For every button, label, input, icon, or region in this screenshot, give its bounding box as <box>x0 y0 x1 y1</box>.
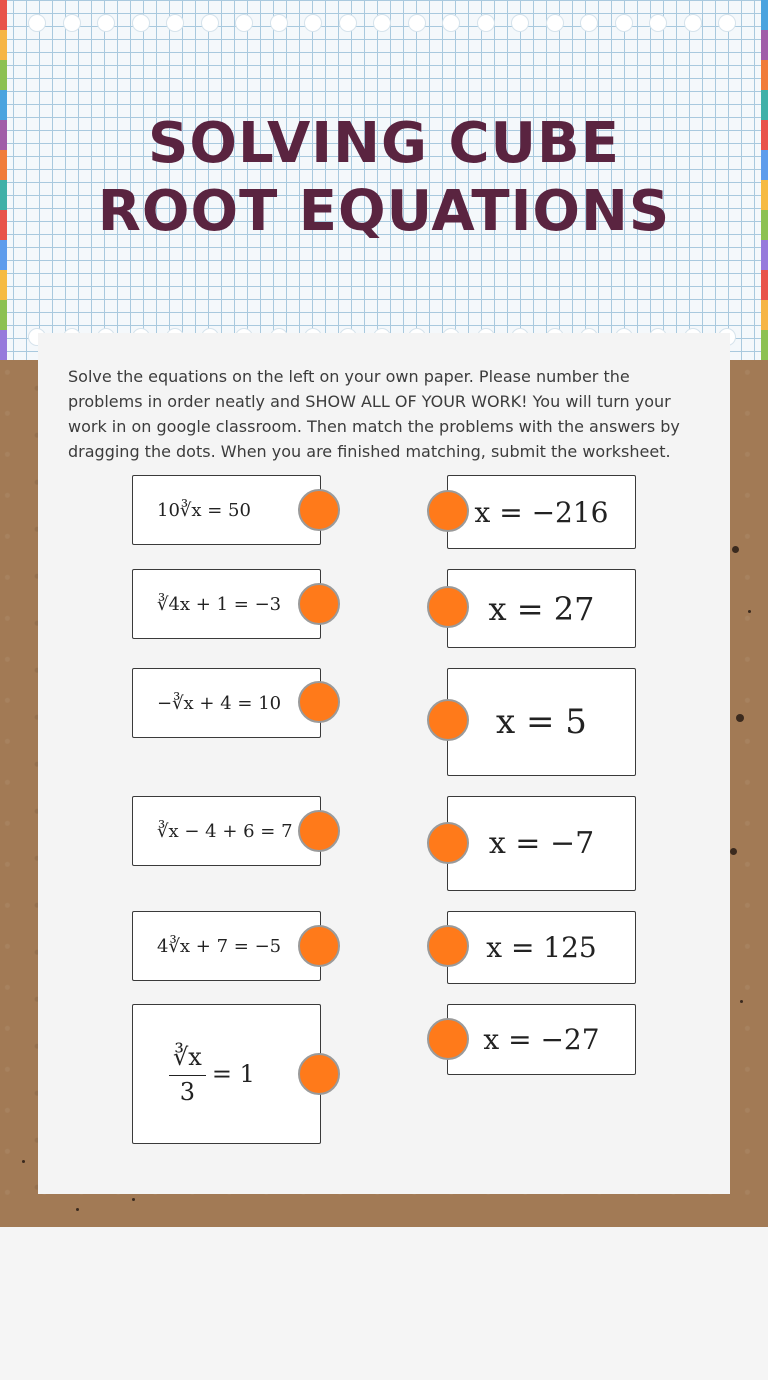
notebook-hole <box>408 14 426 32</box>
question-drag-dot-5[interactable] <box>298 925 340 967</box>
instructions-text: Solve the equations on the left on your own paper. Please number the problems in order neatly and SHOW ALL OF YOUR WORK! You will turn your work in on google classroom. Then match the problems with the answers by dragging the dots. When you are finished matching, submit the worksheet. <box>68 367 680 461</box>
answer-box-1 <box>447 475 636 549</box>
stripe-segment <box>761 0 768 30</box>
question-drag-dot-1[interactable] <box>298 489 340 531</box>
notebook-hole <box>477 14 495 32</box>
notebook-hole <box>235 14 253 32</box>
question-box-2 <box>132 569 321 639</box>
cork-speck <box>22 1160 25 1163</box>
notebook-hole <box>201 14 219 32</box>
cork-speck <box>748 610 751 613</box>
stripe-segment <box>761 60 768 90</box>
question-equation: 4∛x + 7 = −5 <box>157 935 282 957</box>
answer-value: x = 125 <box>486 931 597 964</box>
stripe-segment <box>0 270 7 300</box>
notebook-hole <box>511 14 529 32</box>
answer-drag-dot-3[interactable] <box>427 699 469 741</box>
stripe-segment <box>761 240 768 270</box>
question-equation: 10∛x = 50 <box>157 499 251 521</box>
fraction-numerator: ∛x <box>169 1043 206 1076</box>
stripe-segment <box>761 150 768 180</box>
answer-drag-dot-6[interactable] <box>427 1018 469 1060</box>
stripe-segment <box>761 90 768 120</box>
answer-value: x = −7 <box>488 826 595 861</box>
stripe-segment <box>761 300 768 330</box>
stripe-segment <box>0 90 7 120</box>
stripe-segment <box>761 30 768 60</box>
cork-speck <box>132 1198 135 1201</box>
question-box-1 <box>132 475 321 545</box>
cork-speck <box>740 1000 743 1003</box>
stripe-segment <box>0 210 7 240</box>
answer-value: x = 27 <box>488 589 595 628</box>
answer-value: x = −216 <box>474 495 609 529</box>
question-drag-dot-4[interactable] <box>298 810 340 852</box>
answer-box-3 <box>447 668 636 776</box>
fraction <box>169 1043 206 1106</box>
stripe-segment <box>761 180 768 210</box>
notebook-hole <box>580 14 598 32</box>
answer-drag-dot-2[interactable] <box>427 586 469 628</box>
notebook-hole <box>615 14 633 32</box>
notebook-hole <box>28 14 46 32</box>
stripe-segment <box>0 240 7 270</box>
notebook-hole <box>63 14 81 32</box>
cork-speck <box>76 1208 79 1211</box>
stripe-segment <box>0 120 7 150</box>
answer-box-2 <box>447 569 636 648</box>
cork-speck <box>736 714 744 722</box>
fraction-denominator: 3 <box>179 1077 196 1106</box>
question-box-4 <box>132 796 321 866</box>
notebook-hole <box>718 14 736 32</box>
stripe-segment <box>0 300 7 330</box>
fraction-rhs: = 1 <box>211 1060 255 1088</box>
stripe-segment <box>0 0 7 30</box>
notebook-hole <box>166 14 184 32</box>
page-footer-blank <box>0 1227 768 1380</box>
question-drag-dot-3[interactable] <box>298 681 340 723</box>
header-graph-paper <box>0 0 768 360</box>
notebook-hole <box>546 14 564 32</box>
answer-value: x = 5 <box>496 702 587 742</box>
notebook-hole <box>270 14 288 32</box>
question-drag-dot-2[interactable] <box>298 583 340 625</box>
stripe-segment <box>761 270 768 300</box>
worksheet-card <box>38 333 730 1194</box>
notebook-hole <box>373 14 391 32</box>
stripe-segment <box>0 330 7 360</box>
stripe-segment <box>0 180 7 210</box>
answer-drag-dot-5[interactable] <box>427 925 469 967</box>
notebook-hole <box>649 14 667 32</box>
stripe-segment <box>0 150 7 180</box>
question-equation: ∛4x + 1 = −3 <box>157 593 282 615</box>
answer-box-6 <box>447 1004 636 1075</box>
stripe-segment <box>761 330 768 360</box>
cork-speck <box>732 546 739 553</box>
notebook-holes-top <box>28 12 748 32</box>
stripe-segment <box>0 30 7 60</box>
notebook-hole <box>132 14 150 32</box>
question-box-5 <box>132 911 321 981</box>
question-drag-dot-6[interactable] <box>298 1053 340 1095</box>
answer-value: x = −27 <box>483 1023 600 1056</box>
stripe-segment <box>761 210 768 240</box>
answer-box-4 <box>447 796 636 891</box>
question-equation: ∛x − 4 + 6 = 7 <box>157 820 293 842</box>
stripe-segment <box>0 60 7 90</box>
notebook-hole <box>684 14 702 32</box>
notebook-hole <box>97 14 115 32</box>
question-box-6 <box>132 1004 321 1144</box>
notebook-hole <box>339 14 357 32</box>
cork-speck <box>730 848 737 855</box>
notebook-hole <box>442 14 460 32</box>
question-box-3 <box>132 668 321 738</box>
question-equation: −∛x + 4 = 10 <box>157 692 282 714</box>
answer-box-5 <box>447 911 636 984</box>
stripe-segment <box>761 120 768 150</box>
answer-drag-dot-1[interactable] <box>427 490 469 532</box>
answer-drag-dot-4[interactable] <box>427 822 469 864</box>
notebook-hole <box>304 14 322 32</box>
page-title: SOLVING CUBE ROOT EQUATIONS <box>97 111 671 244</box>
